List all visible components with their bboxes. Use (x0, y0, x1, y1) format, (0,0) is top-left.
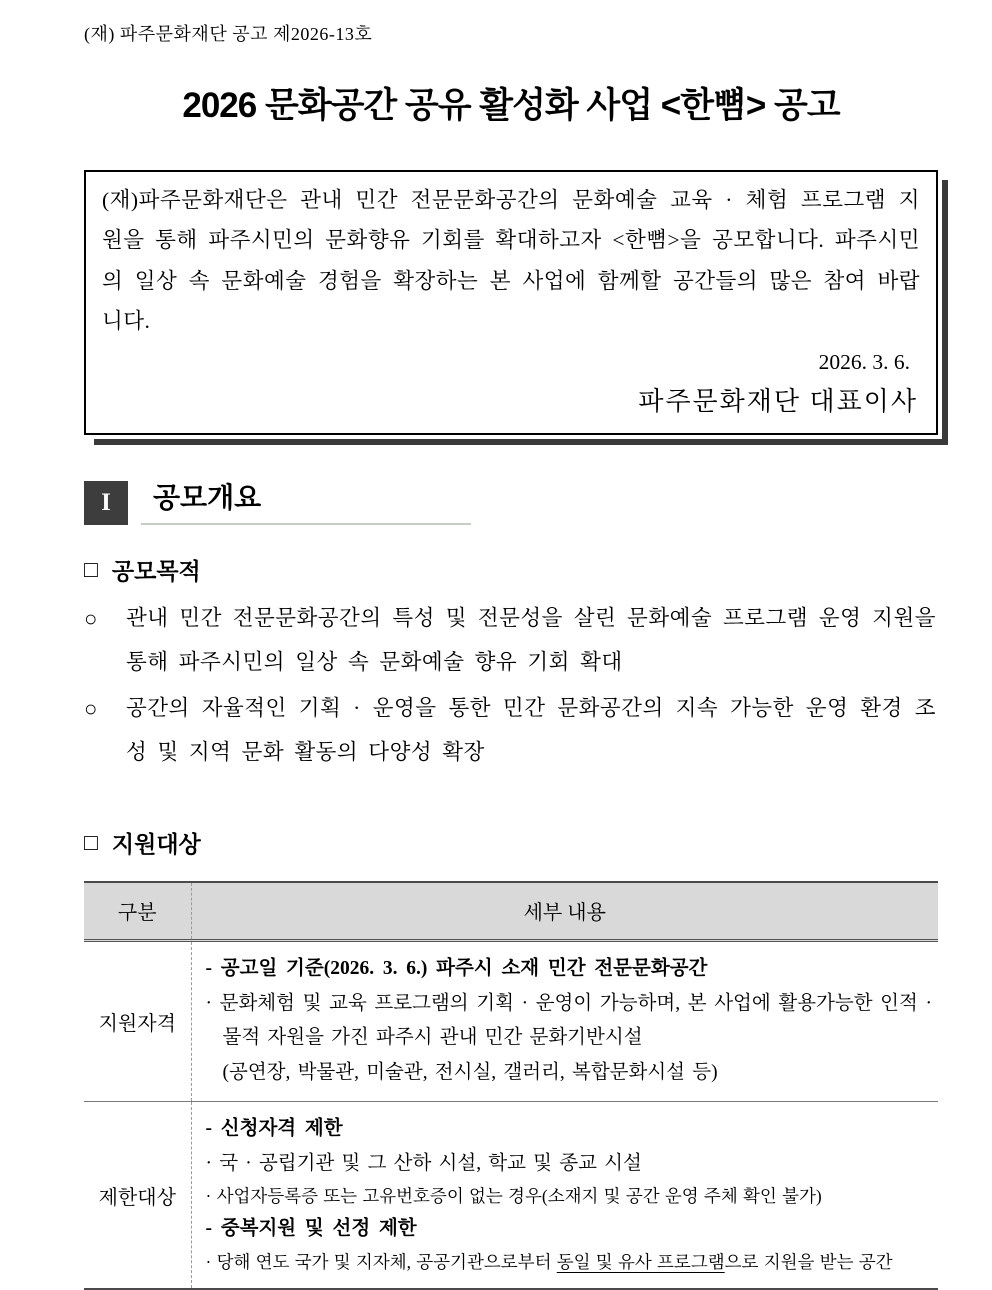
bullet-text: 관내 민간 전문문화공간의 특성 및 전문성을 살린 문화예술 프로그램 운영 지원을 통해 파주시민의 일상 속 문화예술 향유 기회 확대 (126, 605, 936, 674)
page-title: 2026 문화공간 공유 활성화 사업 <한뼘> 공고 (182, 86, 840, 125)
table-text-line (206, 1181, 935, 1212)
text-segment: - 공고일 기준(2026. 3. 6.) 파주시 소재 민간 전문문화공간 (205, 958, 708, 980)
table-text-line (206, 1247, 935, 1278)
sub-heading-label: 지원대상 (111, 831, 201, 858)
purpose-bullet-item (84, 596, 938, 684)
square-bullet-icon: □ (84, 556, 98, 582)
support-target-table (84, 881, 938, 1290)
table-header-detail: 세부 내용 (191, 882, 938, 941)
table-header-row (84, 882, 938, 941)
underlined-text: 동일 및 유사 프로그램 (556, 1252, 725, 1273)
table-text-line (206, 987, 935, 1056)
text-segment: · 문화체험 및 교육 프로그램의 기획 · 운영이 가능하며, 본 사업에 활용가능한 인적 · 물적 자원을 가진 파주시 관내 민간 문화기반시설 (205, 992, 932, 1049)
table-text-line (206, 952, 935, 987)
purpose-bullet-list (84, 596, 938, 774)
table-row (84, 1101, 938, 1289)
text-segment: - 신청자격 제한 (205, 1117, 343, 1139)
sub-heading-purpose (84, 553, 938, 586)
bullet-text: 공간의 자율적인 기획 · 운영을 통한 민간 문화공간의 지속 가능한 운영 환경 조성 및 지역 문화 활동의 다양성 확장 (126, 695, 936, 764)
text-segment: - 중복지원 및 선정 제한 (205, 1218, 417, 1240)
table-text-line (206, 1112, 935, 1147)
table-text-line (206, 1212, 935, 1247)
text-segment: 으로 지원을 받는 공간 (724, 1252, 893, 1273)
text-segment: · 사업자등록증 또는 고유번호증이 없는 경우(소재지 및 공간 운영 주체 확인 불가) (205, 1186, 822, 1207)
section-title-underline (141, 481, 471, 525)
text-segment: · 당해 연도 국가 및 지자체, 공공기관으로부터 (205, 1252, 557, 1273)
circle-bullet-icon: ○ (84, 605, 98, 631)
section-heading-overview (84, 481, 938, 525)
text-segment: · 국 · 공립기관 및 그 산하 시설, 학교 및 종교 시설 (205, 1152, 642, 1174)
intro-box (84, 170, 938, 435)
text-segment: (공연장, 박물관, 미술관, 전시실, 갤러리, 복합문화시설 등) (222, 1062, 718, 1084)
table-cell-detail (191, 941, 938, 1102)
table-text-line (206, 1056, 935, 1091)
purpose-bullet-item (84, 686, 938, 774)
table-text-line (206, 1147, 935, 1182)
table-header-category: 구분 (84, 882, 191, 941)
notice-number: (재) 파주문화재단 공고 제2026-13호 (84, 24, 373, 44)
table-cell-category: 지원자격 (84, 941, 191, 1102)
table-row (84, 941, 938, 1102)
intro-text: (재)파주문화재단은 관내 민간 전문문화공간의 문화예술 교육 · 체험 프로그램 지원을 통해 파주시민의 문화향유 기회를 확대하고자 <한뼘>을 공모합니다. 파주시민의 일상 속 문화예술 경험을 확장하는 본 사업에 함께할 공간들의 많은 참여 바랍니다. (102, 188, 920, 334)
table-cell-category: 제한대상 (84, 1101, 191, 1289)
circle-bullet-icon: ○ (84, 695, 98, 721)
section-title: 공모개요 (153, 481, 262, 513)
intro-signature: 파주문화재단 대표이사 (638, 387, 918, 417)
square-bullet-icon: □ (84, 830, 98, 856)
sub-heading-label: 공모목적 (111, 557, 201, 584)
section-numeral-badge: I (84, 481, 128, 525)
table-cell-detail (191, 1101, 938, 1289)
intro-date: 2026. 3. 6. (818, 349, 910, 374)
sub-heading-target (84, 826, 938, 859)
